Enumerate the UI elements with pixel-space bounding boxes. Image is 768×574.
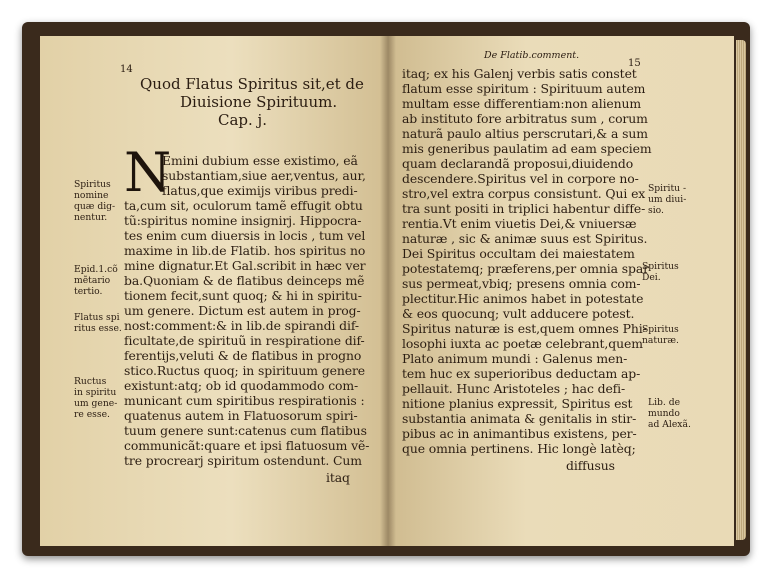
body-line: ba.Quoniam & de flatibus deinceps mẽ — [124, 273, 365, 288]
body-line: tuum genere sunt:catenus cum flatibus — [124, 423, 367, 438]
body-line: plectitur.Hic animos habet in potestate — [402, 291, 644, 306]
body-line: flatus,que eximijs viribus predi- — [162, 183, 358, 198]
body-line: communicãt:quare et ipsi flatuosum vẽ- — [124, 438, 370, 453]
body-line: quam declarandã proposui,diuidendo — [402, 156, 634, 171]
body-line: stro,vel extra corpus consistunt. Qui ex — [402, 186, 646, 201]
body-line: ab instituto fore arbitratus sum , corum — [402, 111, 648, 126]
body-line: flatum esse spiritum : Spirituum autem — [402, 81, 646, 96]
body-line: Plato animum mundi : Galenus men- — [402, 351, 628, 366]
body-line: potestatemq; præferens,per omnia spar — [402, 261, 649, 276]
catchword: diffusus — [566, 458, 615, 473]
margin-note: nomine — [74, 190, 109, 201]
body-line: ficultate,de spirituũ in respiratione dif- — [124, 333, 365, 348]
body-line: municant cum spiritibus respirationis : — [124, 393, 365, 408]
body-line: tionem fecit,sunt quoq; & hi in spiritu- — [124, 288, 362, 303]
body-line: um genere. Dictum est autem in prog- — [124, 303, 361, 318]
margin-note: Spiritus — [642, 261, 679, 272]
body-line: que omnia pertinens. Hic longè latèq; — [402, 441, 636, 456]
margin-note: mundo — [648, 408, 680, 419]
margin-note: Flatus spi — [74, 312, 120, 323]
right-page-number: 15 — [628, 58, 641, 69]
body-line: nost:comment:& in lib.de spirandi dif- — [124, 318, 359, 333]
left-page-number: 14 — [120, 64, 133, 75]
body-line: Spiritus naturæ is est,quem omnes Phi- — [402, 321, 647, 336]
body-line: substantia animata & genitalis in stir- — [402, 411, 637, 426]
catchword: itaq — [326, 470, 350, 485]
margin-note: Spiritus — [642, 324, 679, 335]
body-line: Emini dubium esse existimo, eã — [162, 153, 358, 168]
body-line: itaq; ex his Galenj verbis satis constet — [402, 66, 637, 81]
body-line: pellauit. Hunc Aristoteles ; hac defi- — [402, 381, 626, 396]
page-edges — [736, 40, 746, 540]
body-line: naturã paulo altius perscrutari,& a sum — [402, 126, 648, 141]
body-line: & eos quocunq; vult adducere potest. — [402, 306, 635, 321]
body-line: losophi iuxta ac poetæ celebrant,quem — [402, 336, 643, 351]
body-line: descendere.Spiritus vel in corpore no- — [402, 171, 639, 186]
body-line: mine dignatur.Et Gal.scribit in hæc ver — [124, 258, 366, 273]
margin-note: naturæ. — [642, 335, 679, 346]
margin-note: ad Alexã. — [648, 419, 691, 430]
margin-note: in spiritu — [74, 387, 117, 398]
body-line: mis generibus paulatim ad eam speciem — [402, 141, 652, 156]
margin-note: re esse. — [74, 409, 110, 420]
body-line: tes enim cum diuersis in locis , tum vel — [124, 228, 366, 243]
chapter-title-line-2: Diuisione Spirituum. — [180, 93, 338, 111]
margin-note: Spiritus — [74, 179, 111, 190]
body-line: tra sunt positi in triplici habentur diffe- — [402, 201, 646, 216]
margin-note: um gene- — [74, 398, 118, 409]
margin-note: tertio. — [74, 286, 103, 297]
chapter-title-line-1: Quod Flatus Spiritus sit,et de — [140, 75, 364, 93]
body-line: rentia.Vt enim viuetis Dei,& vniuersæ — [402, 216, 637, 231]
body-line: ferentijs,veluti & de flatibus in progno — [124, 348, 362, 363]
body-line: existunt:atq; ob id quodammodo com- — [124, 378, 359, 393]
body-line: naturæ , sic & animæ suus est Spiritus. — [402, 231, 648, 246]
body-line: sus permeat,vbiq; presens omnia com- — [402, 276, 641, 291]
margin-note: um diui- — [648, 194, 687, 205]
body-line: ta,cum sit, oculorum tamẽ effugit obtu — [124, 198, 363, 213]
body-line: tũ:spiritus nomine insignirj. Hippocra- — [124, 213, 362, 228]
body-line: nitione planius expressit, Spiritus est — [402, 396, 633, 411]
book-gutter — [380, 36, 396, 546]
body-line: quatenus autem in Flatuosorum spiri- — [124, 408, 358, 423]
body-line: substantiam,siue aer,ventus, aur, — [162, 168, 366, 183]
margin-note: Spiritu - — [648, 183, 687, 194]
margin-note: nentur. — [74, 212, 108, 223]
margin-note: quæ dig- — [74, 201, 116, 212]
margin-note: ritus esse. — [74, 323, 122, 334]
margin-note: Dei. — [642, 272, 661, 283]
margin-note: Lib. de — [648, 397, 681, 408]
margin-note: mẽtario — [74, 275, 111, 286]
body-line: tem huc ex superioribus deductam ap- — [402, 366, 641, 381]
drop-cap: N — [124, 141, 172, 204]
chapter-number: Cap. j. — [218, 111, 267, 129]
body-line: tre procrearj spiritum ostendunt. Cum — [124, 453, 362, 468]
margin-note: sio. — [648, 205, 664, 216]
margin-note: Epid.1.cõ — [74, 264, 118, 275]
running-head: De Flatib.comment. — [484, 50, 580, 61]
body-line: maxime in lib.de Flatib. hos spiritus no — [124, 243, 366, 258]
margin-note: Ructus — [74, 376, 107, 387]
body-line: multam esse differentiam:non alienum — [402, 96, 642, 111]
body-line: pibus ac in animantibus existens, per- — [402, 426, 637, 441]
body-line: Dei Spiritus occultam dei maiestatem — [402, 246, 635, 261]
body-line: stico.Ructus quoq; in spirituum genere — [124, 363, 366, 378]
